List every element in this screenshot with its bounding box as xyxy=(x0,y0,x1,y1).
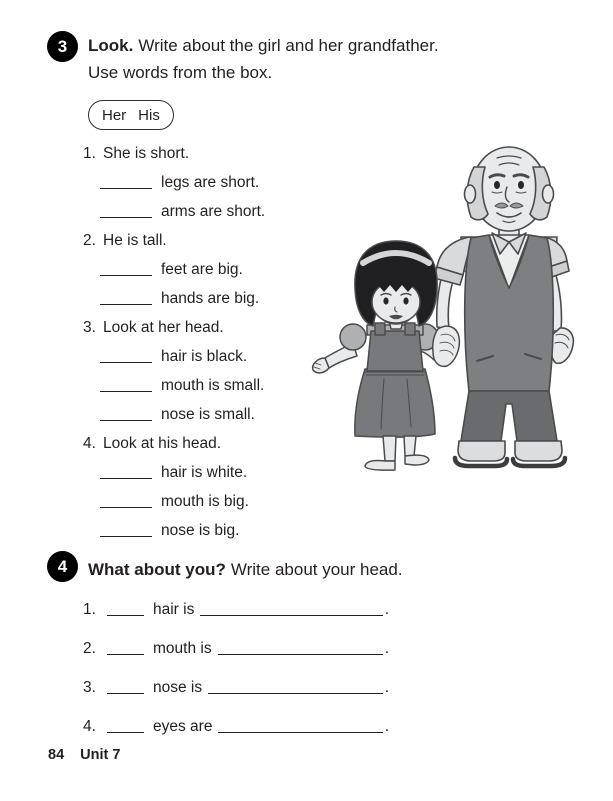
blank-line-text: hands are big. xyxy=(161,290,260,307)
girl-and-grandfather-illustration xyxy=(309,139,596,480)
item-label: hair is xyxy=(153,601,195,618)
blank-line-text: mouth is big. xyxy=(161,493,249,510)
item-number: 1. xyxy=(83,145,96,162)
exercise-4-items xyxy=(83,590,389,746)
exercise-3-instructions: Write about the girl and her grandfather. xyxy=(138,36,439,55)
fill-in-line xyxy=(83,371,265,400)
fill-in-line xyxy=(83,284,265,313)
exercise-3-items xyxy=(83,139,265,545)
item-label: mouth is xyxy=(153,640,212,657)
blank-line-text: mouth is small. xyxy=(161,377,265,394)
page-footer xyxy=(48,747,120,763)
answer-blank-long[interactable] xyxy=(200,613,382,616)
period: . xyxy=(384,718,389,735)
fill-in-line xyxy=(83,342,265,371)
period: . xyxy=(384,679,389,696)
exercise-3-title: Look. xyxy=(88,36,134,55)
item-number: 4. xyxy=(83,435,96,452)
exercise-4-heading xyxy=(88,556,403,583)
fill-in-line xyxy=(83,458,265,487)
numbered-sentence xyxy=(83,226,265,255)
fill-in-line xyxy=(83,487,265,516)
answer-blank[interactable] xyxy=(100,302,152,305)
item-text: She is short. xyxy=(103,145,190,162)
exercise-3-badge: 3 xyxy=(47,31,78,62)
answer-blank-long[interactable] xyxy=(218,730,382,733)
exercise-4-badge: 4 xyxy=(47,551,78,582)
blank-line-text: hair is black. xyxy=(161,348,248,365)
answer-blank[interactable] xyxy=(100,186,152,189)
exercise-4-title: What about you? xyxy=(88,560,226,579)
answer-blank[interactable] xyxy=(100,505,152,508)
numbered-sentence xyxy=(83,139,265,168)
answer-blank-short[interactable] xyxy=(107,613,144,616)
girl-figure xyxy=(313,241,439,470)
answer-blank[interactable] xyxy=(100,389,152,392)
fill-in-line xyxy=(83,590,389,629)
clasped-hands xyxy=(433,326,460,366)
exercise-3-heading xyxy=(88,32,439,86)
blank-line-text: arms are short. xyxy=(161,203,266,220)
blank-line-text: hair is white. xyxy=(161,464,248,481)
item-number: 1. xyxy=(83,601,96,618)
girl-dress-skirt xyxy=(355,369,435,437)
fill-in-line xyxy=(83,668,389,707)
item-text: He is tall. xyxy=(103,232,167,249)
blank-line-text: nose is big. xyxy=(161,522,240,539)
answer-blank-short[interactable] xyxy=(107,691,144,694)
answer-blank[interactable] xyxy=(100,534,152,537)
exercise-3-heading-line2: Use words from the box. xyxy=(88,63,273,82)
word-box-word-his: His xyxy=(138,106,160,124)
fill-in-line xyxy=(83,197,265,226)
answer-blank-long[interactable] xyxy=(208,691,383,694)
blank-line-text: feet are big. xyxy=(161,261,243,278)
fill-in-line xyxy=(83,629,389,668)
item-number: 3. xyxy=(83,319,96,336)
item-label: nose is xyxy=(153,679,203,696)
exercise-4-instructions: Write about your head. xyxy=(230,560,403,579)
fill-in-line xyxy=(83,255,265,284)
girl-left-hand xyxy=(313,358,329,373)
exercise-3-heading-line1 xyxy=(88,32,439,59)
answer-blank[interactable] xyxy=(100,360,152,363)
page-number: 84 xyxy=(48,747,65,763)
unit-label: Unit 7 xyxy=(80,747,121,763)
item-number: 4. xyxy=(83,718,96,735)
numbered-sentence xyxy=(83,313,265,342)
blank-line-text: nose is small. xyxy=(161,406,255,423)
grandfather-pants xyxy=(461,391,557,441)
answer-blank[interactable] xyxy=(100,418,152,421)
word-box-word-her: Her xyxy=(102,106,127,124)
fill-in-line xyxy=(83,400,265,429)
period: . xyxy=(384,601,389,618)
numbered-sentence xyxy=(83,429,265,458)
answer-blank[interactable] xyxy=(100,215,152,218)
fill-in-line xyxy=(83,168,265,197)
item-number: 2. xyxy=(83,640,96,657)
girl-pinafore xyxy=(367,331,423,371)
answer-blank[interactable] xyxy=(100,476,152,479)
answer-blank-short[interactable] xyxy=(107,730,144,733)
item-number: 2. xyxy=(83,232,96,249)
grandfather-right-hand xyxy=(551,328,574,363)
answer-blank-long[interactable] xyxy=(218,652,383,655)
item-number: 3. xyxy=(83,679,96,696)
fill-in-line xyxy=(83,707,389,746)
grandfather-figure xyxy=(434,147,573,466)
word-box xyxy=(88,100,174,130)
period: . xyxy=(384,640,389,657)
blank-line-text: legs are short. xyxy=(161,174,260,191)
item-text: Look at her head. xyxy=(103,319,224,336)
answer-blank-short[interactable] xyxy=(107,652,144,655)
item-text: Look at his head. xyxy=(103,435,222,452)
item-label: eyes are xyxy=(153,718,213,735)
answer-blank[interactable] xyxy=(100,273,152,276)
fill-in-line xyxy=(83,516,265,545)
